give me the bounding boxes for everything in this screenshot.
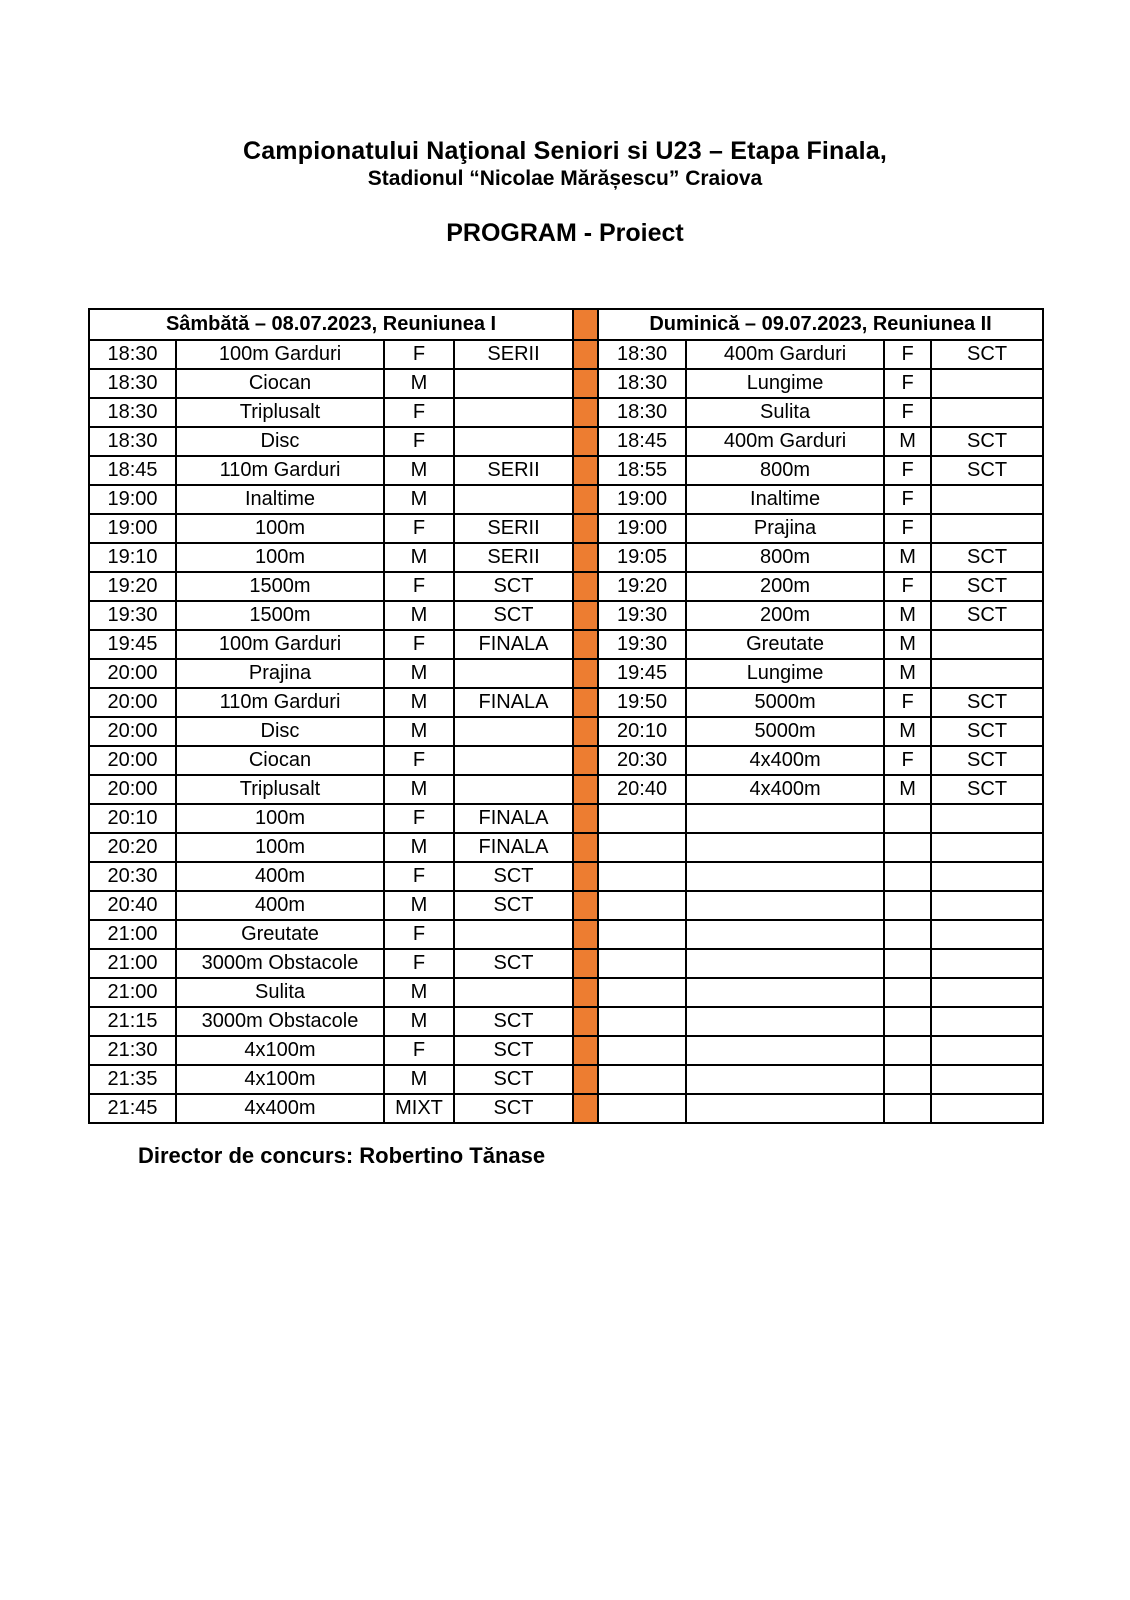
schedule-row (89, 920, 1043, 949)
sunday-stage-cell (931, 630, 1043, 659)
sunday-gender-cell (884, 978, 931, 1007)
sunday-time-cell: 18:30 (598, 398, 686, 427)
saturday-time-cell: 19:00 (89, 485, 176, 514)
saturday-time-cell: 20:00 (89, 717, 176, 746)
saturday-event-cell: 110m Garduri (176, 456, 384, 485)
sunday-time-cell (598, 1036, 686, 1065)
sunday-stage-cell (931, 833, 1043, 862)
saturday-gender-cell: M (384, 978, 454, 1007)
sunday-event-cell (686, 833, 884, 862)
saturday-time-cell: 19:10 (89, 543, 176, 572)
saturday-gender-cell: F (384, 804, 454, 833)
document-header (0, 0, 1130, 248)
saturday-gender-cell: M (384, 543, 454, 572)
saturday-event-cell: 100m (176, 514, 384, 543)
divider-stripe-cell (573, 601, 598, 630)
saturday-stage-cell (454, 369, 573, 398)
schedule-row (89, 340, 1043, 369)
saturday-gender-cell: M (384, 456, 454, 485)
sunday-event-cell (686, 1036, 884, 1065)
schedule-row (89, 514, 1043, 543)
saturday-stage-cell: SCT (454, 601, 573, 630)
saturday-gender-cell: F (384, 949, 454, 978)
saturday-gender-cell: M (384, 891, 454, 920)
sunday-time-cell (598, 949, 686, 978)
sunday-event-cell (686, 920, 884, 949)
sunday-event-cell (686, 1094, 884, 1123)
saturday-gender-cell: F (384, 340, 454, 369)
saturday-gender-cell: M (384, 659, 454, 688)
divider-stripe-cell (573, 920, 598, 949)
saturday-gender-cell: M (384, 775, 454, 804)
sunday-stage-cell (931, 920, 1043, 949)
sunday-stage-cell: SCT (931, 456, 1043, 485)
sunday-event-cell (686, 949, 884, 978)
saturday-event-cell: 100m Garduri (176, 630, 384, 659)
sunday-stage-cell: SCT (931, 688, 1043, 717)
saturday-time-cell: 19:20 (89, 572, 176, 601)
schedule-row (89, 775, 1043, 804)
schedule-row (89, 1065, 1043, 1094)
sunday-gender-cell (884, 1036, 931, 1065)
divider-stripe-cell (573, 1065, 598, 1094)
sunday-gender-cell: F (884, 398, 931, 427)
sunday-event-cell: 200m (686, 601, 884, 630)
divider-stripe-cell (573, 1036, 598, 1065)
schedule-row (89, 427, 1043, 456)
sunday-stage-cell (931, 1094, 1043, 1123)
sunday-event-cell: 200m (686, 572, 884, 601)
sunday-gender-cell: M (884, 659, 931, 688)
sunday-stage-cell: SCT (931, 775, 1043, 804)
saturday-event-cell: Disc (176, 717, 384, 746)
sunday-time-cell: 19:30 (598, 601, 686, 630)
saturday-time-cell: 20:20 (89, 833, 176, 862)
divider-stripe-cell (573, 572, 598, 601)
sunday-stage-cell (931, 978, 1043, 1007)
divider-stripe-cell (573, 427, 598, 456)
sunday-time-cell (598, 804, 686, 833)
divider-stripe-cell (573, 833, 598, 862)
saturday-time-cell: 19:45 (89, 630, 176, 659)
sunday-gender-cell: M (884, 427, 931, 456)
program-schedule-table (88, 308, 1044, 1124)
schedule-row (89, 891, 1043, 920)
saturday-event-cell: 4x100m (176, 1036, 384, 1065)
saturday-stage-cell: FINALA (454, 688, 573, 717)
saturday-time-cell: 20:00 (89, 775, 176, 804)
saturday-stage-cell: SERII (454, 514, 573, 543)
sunday-event-cell: 5000m (686, 688, 884, 717)
saturday-gender-cell: F (384, 862, 454, 891)
sunday-time-cell (598, 978, 686, 1007)
saturday-gender-cell: M (384, 369, 454, 398)
saturday-time-cell: 21:30 (89, 1036, 176, 1065)
saturday-stage-cell (454, 920, 573, 949)
saturday-time-cell: 20:10 (89, 804, 176, 833)
sunday-time-cell: 19:00 (598, 514, 686, 543)
sunday-event-cell (686, 1065, 884, 1094)
sunday-gender-cell: M (884, 543, 931, 572)
sunday-time-cell: 19:45 (598, 659, 686, 688)
sunday-time-cell (598, 891, 686, 920)
sunday-event-cell: Lungime (686, 659, 884, 688)
saturday-stage-cell (454, 775, 573, 804)
sunday-gender-cell (884, 949, 931, 978)
sunday-time-cell: 18:30 (598, 340, 686, 369)
divider-stripe-header (573, 309, 598, 340)
sunday-event-cell: 4x400m (686, 775, 884, 804)
saturday-time-cell: 18:30 (89, 369, 176, 398)
saturday-stage-cell: SCT (454, 1065, 573, 1094)
sunday-stage-cell: SCT (931, 601, 1043, 630)
divider-stripe-cell (573, 717, 598, 746)
sunday-time-cell (598, 833, 686, 862)
saturday-event-cell: Sulita (176, 978, 384, 1007)
saturday-stage-cell: FINALA (454, 630, 573, 659)
sunday-event-cell: 4x400m (686, 746, 884, 775)
schedule-header-row (89, 309, 1043, 340)
page-title: Campionatului Naţional Seniori si U23 – Etapa Finala, (242, 137, 888, 165)
sunday-stage-cell: SCT (931, 543, 1043, 572)
saturday-time-cell: 21:15 (89, 1007, 176, 1036)
sunday-event-cell (686, 891, 884, 920)
sunday-gender-cell: F (884, 572, 931, 601)
divider-stripe-cell (573, 746, 598, 775)
sunday-event-cell: Lungime (686, 369, 884, 398)
saturday-event-cell: Ciocan (176, 746, 384, 775)
sunday-stage-cell (931, 1036, 1043, 1065)
sunday-gender-cell (884, 833, 931, 862)
saturday-stage-cell: SERII (454, 456, 573, 485)
saturday-time-cell: 20:30 (89, 862, 176, 891)
divider-stripe-cell (573, 949, 598, 978)
sunday-event-cell: 400m Garduri (686, 340, 884, 369)
schedule-row (89, 804, 1043, 833)
saturday-stage-cell (454, 398, 573, 427)
divider-stripe-cell (573, 659, 598, 688)
saturday-time-cell: 20:40 (89, 891, 176, 920)
sunday-stage-cell (931, 862, 1043, 891)
saturday-time-cell: 21:45 (89, 1094, 176, 1123)
sunday-gender-cell: F (884, 514, 931, 543)
schedule-row (89, 456, 1043, 485)
saturday-gender-cell: F (384, 1036, 454, 1065)
sunday-stage-cell (931, 514, 1043, 543)
saturday-gender-cell: MIXT (384, 1094, 454, 1123)
schedule-row (89, 601, 1043, 630)
divider-stripe-cell (573, 862, 598, 891)
saturday-stage-cell: SCT (454, 949, 573, 978)
sunday-event-cell: 800m (686, 543, 884, 572)
saturday-gender-cell: M (384, 833, 454, 862)
sunday-time-cell: 19:50 (598, 688, 686, 717)
saturday-event-cell: 100m (176, 833, 384, 862)
saturday-event-cell: 110m Garduri (176, 688, 384, 717)
schedule-row (89, 543, 1043, 572)
sunday-event-cell: Sulita (686, 398, 884, 427)
schedule-row (89, 630, 1043, 659)
saturday-gender-cell: M (384, 1007, 454, 1036)
sunday-event-cell: 400m Garduri (686, 427, 884, 456)
saturday-header: Sâmbătă – 08.07.2023, Reuniunea I (89, 309, 573, 340)
saturday-event-cell: Ciocan (176, 369, 384, 398)
saturday-gender-cell: F (384, 746, 454, 775)
sunday-stage-cell (931, 659, 1043, 688)
sunday-gender-cell (884, 804, 931, 833)
saturday-time-cell: 18:45 (89, 456, 176, 485)
sunday-time-cell: 18:45 (598, 427, 686, 456)
sunday-time-cell (598, 862, 686, 891)
divider-stripe-cell (573, 688, 598, 717)
divider-stripe-cell (573, 775, 598, 804)
saturday-event-cell: 1500m (176, 572, 384, 601)
sunday-stage-cell (931, 1007, 1043, 1036)
sunday-stage-cell: SCT (931, 427, 1043, 456)
sunday-time-cell (598, 1007, 686, 1036)
sunday-stage-cell: SCT (931, 572, 1043, 601)
page-subtitle: Stadionul “Nicolae Mărășescu” Craiova (367, 167, 763, 190)
divider-stripe-cell (573, 891, 598, 920)
sunday-stage-cell (931, 398, 1043, 427)
saturday-stage-cell (454, 485, 573, 514)
schedule-row (89, 485, 1043, 514)
sunday-gender-cell: M (884, 601, 931, 630)
divider-stripe-cell (573, 630, 598, 659)
saturday-event-cell: 100m (176, 804, 384, 833)
saturday-gender-cell: M (384, 601, 454, 630)
schedule-row (89, 1007, 1043, 1036)
sunday-gender-cell: M (884, 775, 931, 804)
sunday-gender-cell: F (884, 688, 931, 717)
sunday-event-cell (686, 804, 884, 833)
sunday-time-cell: 20:40 (598, 775, 686, 804)
schedule-row (89, 949, 1043, 978)
sunday-time-cell: 18:55 (598, 456, 686, 485)
sunday-event-cell: Prajina (686, 514, 884, 543)
sunday-time-cell (598, 1094, 686, 1123)
saturday-time-cell: 18:30 (89, 427, 176, 456)
saturday-stage-cell (454, 978, 573, 1007)
sunday-event-cell: Inaltime (686, 485, 884, 514)
saturday-gender-cell: M (384, 717, 454, 746)
saturday-event-cell: Triplusalt (176, 398, 384, 427)
saturday-event-cell: Inaltime (176, 485, 384, 514)
saturday-time-cell: 20:00 (89, 688, 176, 717)
sunday-event-cell: 800m (686, 456, 884, 485)
sunday-gender-cell: M (884, 630, 931, 659)
saturday-stage-cell (454, 717, 573, 746)
sunday-time-cell: 20:10 (598, 717, 686, 746)
sunday-time-cell: 20:30 (598, 746, 686, 775)
divider-stripe-cell (573, 804, 598, 833)
schedule-row (89, 1094, 1043, 1123)
saturday-event-cell: 3000m Obstacole (176, 949, 384, 978)
schedule-row (89, 746, 1043, 775)
sunday-gender-cell (884, 1007, 931, 1036)
sunday-stage-cell (931, 485, 1043, 514)
sunday-gender-cell (884, 891, 931, 920)
schedule-row (89, 862, 1043, 891)
saturday-time-cell: 21:00 (89, 920, 176, 949)
saturday-event-cell: 1500m (176, 601, 384, 630)
sunday-stage-cell (931, 891, 1043, 920)
saturday-time-cell: 21:35 (89, 1065, 176, 1094)
program-heading: PROGRAM - Proiect (446, 219, 684, 247)
divider-stripe-cell (573, 543, 598, 572)
sunday-gender-cell: F (884, 485, 931, 514)
sunday-time-cell (598, 920, 686, 949)
sunday-event-cell: 5000m (686, 717, 884, 746)
sunday-time-cell: 19:05 (598, 543, 686, 572)
saturday-stage-cell: SCT (454, 1094, 573, 1123)
schedule-row (89, 717, 1043, 746)
sunday-event-cell (686, 978, 884, 1007)
saturday-event-cell: Disc (176, 427, 384, 456)
saturday-gender-cell: M (384, 688, 454, 717)
sunday-event-cell (686, 862, 884, 891)
saturday-event-cell: 400m (176, 891, 384, 920)
saturday-event-cell: Prajina (176, 659, 384, 688)
schedule-body (89, 340, 1043, 1123)
saturday-gender-cell: F (384, 572, 454, 601)
sunday-stage-cell: SCT (931, 340, 1043, 369)
saturday-stage-cell: SCT (454, 1036, 573, 1065)
sunday-stage-cell (931, 949, 1043, 978)
sunday-time-cell: 18:30 (598, 369, 686, 398)
saturday-time-cell: 20:00 (89, 746, 176, 775)
sunday-header: Duminică – 09.07.2023, Reuniunea II (598, 309, 1043, 340)
saturday-gender-cell: M (384, 1065, 454, 1094)
saturday-time-cell: 20:00 (89, 659, 176, 688)
saturday-gender-cell: F (384, 398, 454, 427)
saturday-gender-cell: F (384, 920, 454, 949)
saturday-stage-cell (454, 659, 573, 688)
sunday-gender-cell (884, 1065, 931, 1094)
saturday-gender-cell: F (384, 514, 454, 543)
sunday-gender-cell (884, 862, 931, 891)
saturday-gender-cell: F (384, 630, 454, 659)
saturday-event-cell: 4x100m (176, 1065, 384, 1094)
saturday-stage-cell: SCT (454, 572, 573, 601)
sunday-event-cell: Greutate (686, 630, 884, 659)
saturday-event-cell: Triplusalt (176, 775, 384, 804)
saturday-time-cell: 18:30 (89, 340, 176, 369)
sunday-time-cell (598, 1065, 686, 1094)
sunday-gender-cell: F (884, 340, 931, 369)
schedule-row (89, 398, 1043, 427)
saturday-gender-cell: F (384, 427, 454, 456)
sunday-stage-cell: SCT (931, 717, 1043, 746)
sunday-stage-cell: SCT (931, 746, 1043, 775)
saturday-stage-cell: FINALA (454, 804, 573, 833)
divider-stripe-cell (573, 485, 598, 514)
sunday-gender-cell: F (884, 456, 931, 485)
schedule-row (89, 833, 1043, 862)
sunday-time-cell: 19:20 (598, 572, 686, 601)
sunday-stage-cell (931, 1065, 1043, 1094)
saturday-time-cell: 21:00 (89, 949, 176, 978)
saturday-stage-cell: SERII (454, 340, 573, 369)
saturday-stage-cell: SCT (454, 862, 573, 891)
saturday-event-cell: 100m (176, 543, 384, 572)
sunday-stage-cell (931, 804, 1043, 833)
divider-stripe-cell (573, 369, 598, 398)
sunday-stage-cell (931, 369, 1043, 398)
sunday-gender-cell (884, 1094, 931, 1123)
sunday-gender-cell: F (884, 746, 931, 775)
divider-stripe-cell (573, 456, 598, 485)
sunday-gender-cell: F (884, 369, 931, 398)
saturday-time-cell: 21:00 (89, 978, 176, 1007)
saturday-event-cell: Greutate (176, 920, 384, 949)
divider-stripe-cell (573, 340, 598, 369)
divider-stripe-cell (573, 978, 598, 1007)
schedule-row (89, 688, 1043, 717)
saturday-event-cell: 4x400m (176, 1094, 384, 1123)
saturday-time-cell: 18:30 (89, 398, 176, 427)
sunday-event-cell (686, 1007, 884, 1036)
schedule-row (89, 369, 1043, 398)
divider-stripe-cell (573, 398, 598, 427)
sunday-time-cell: 19:30 (598, 630, 686, 659)
sunday-gender-cell (884, 920, 931, 949)
schedule-row (89, 659, 1043, 688)
divider-stripe-cell (573, 1007, 598, 1036)
saturday-event-cell: 100m Garduri (176, 340, 384, 369)
schedule-row (89, 572, 1043, 601)
sunday-time-cell: 19:00 (598, 485, 686, 514)
saturday-stage-cell (454, 427, 573, 456)
divider-stripe-cell (573, 1094, 598, 1123)
sunday-gender-cell: M (884, 717, 931, 746)
saturday-stage-cell: SCT (454, 891, 573, 920)
saturday-time-cell: 19:00 (89, 514, 176, 543)
saturday-stage-cell: FINALA (454, 833, 573, 862)
saturday-time-cell: 19:30 (89, 601, 176, 630)
schedule-row (89, 978, 1043, 1007)
director-line: Director de concurs: Robertino Tănase (138, 1143, 546, 1168)
saturday-event-cell: 400m (176, 862, 384, 891)
saturday-gender-cell: M (384, 485, 454, 514)
saturday-stage-cell: SCT (454, 1007, 573, 1036)
divider-stripe-cell (573, 514, 598, 543)
saturday-stage-cell: SERII (454, 543, 573, 572)
saturday-event-cell: 3000m Obstacole (176, 1007, 384, 1036)
schedule-row (89, 1036, 1043, 1065)
saturday-stage-cell (454, 746, 573, 775)
